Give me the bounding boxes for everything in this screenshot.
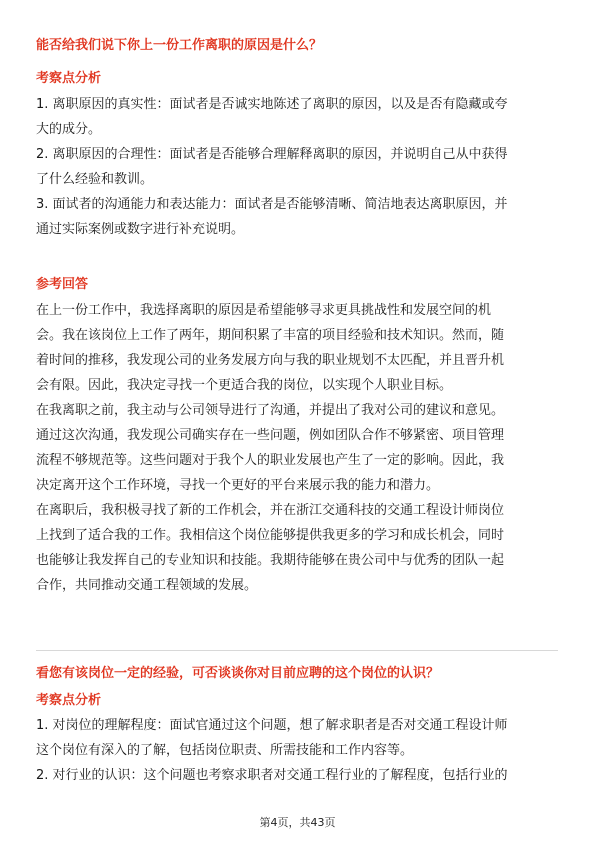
q2-analysis-line: 1. 对岗位的理解程度：面试官通过这个问题，想了解求职者是否对交通工程设计师 xyxy=(36,718,508,733)
q1-answer-line: 合作，共同推动交通工程领域的发展。 xyxy=(36,578,258,593)
question-1-title: 能否给我们说下你上一份工作离职的原因是什么？ xyxy=(36,38,323,53)
q1-answer-line: 在上一份工作中，我选择离职的原因是希望能够寻求更具挑战性和发展空间的机 xyxy=(36,303,492,318)
q1-analysis-text xyxy=(36,92,560,242)
q1-answer-line: 通过这次沟通，我发现公司确实存在一些问题，例如团队合作不够紧密、项目管理 xyxy=(36,428,505,443)
q1-answer-line: 上找到了适合我的工作。我相信这个岗位能够提供我更多的学习和成长机会，同时 xyxy=(36,528,505,543)
q1-answer-line: 也能够让我发挥自己的专业知识和技能。我期待能够在贵公司中与优秀的团队一起 xyxy=(36,553,505,568)
section-divider xyxy=(36,650,558,651)
q2-analysis-line: 这个岗位有深入的了解，包括岗位职责、所需技能和工作内容等。 xyxy=(36,743,414,758)
q1-answer-line: 流程不够规范等。这些问题对于我个人的职业发展也产生了一定的影响。因此，我 xyxy=(36,453,505,468)
q2-analysis-text xyxy=(36,713,560,788)
q1-answer-line: 在我离职之前，我主动与公司领导进行了沟通，并提出了我对公司的建议和意见。 xyxy=(36,403,505,418)
q1-analysis-line: 大的成分。 xyxy=(36,122,102,137)
q1-answer-heading: 参考回答 xyxy=(36,277,89,292)
q2-analysis-line: 2. 对行业的认识：这个问题也考察求职者对交通工程行业的了解程度，包括行业的 xyxy=(36,768,508,783)
q1-analysis-line: 2. 离职原因的合理性：面试者是否能够合理解释离职的原因，并说明自己从中获得 xyxy=(36,147,508,162)
q1-analysis-line: 1. 离职原因的真实性：面试者是否诚实地陈述了离职的原因，以及是否有隐藏或夸 xyxy=(36,97,508,112)
q2-analysis-heading: 考察点分析 xyxy=(36,693,102,708)
q1-analysis-line: 通过实际案例或数字进行补充说明。 xyxy=(36,222,245,237)
q1-answer-line: 决定离开这个工作环境，寻找一个更好的平台来展示我的能力和潜力。 xyxy=(36,478,440,493)
q1-analysis-line: 3. 面试者的沟通能力和表达能力：面试者是否能够清晰、简洁地表达离职原因，并 xyxy=(36,197,508,212)
question-2-title: 看您有该岗位一定的经验，可否谈谈你对目前应聘的这个岗位的认识？ xyxy=(36,666,440,681)
q1-answer-line: 着时间的推移，我发现公司的业务发展方向与我的职业规划不太匹配，并且晋升机 xyxy=(36,353,505,368)
q1-analysis-heading: 考察点分析 xyxy=(36,71,102,86)
q1-answer-text xyxy=(36,298,560,598)
page-footer: 第4页，共43页 xyxy=(259,816,336,829)
q1-analysis-line: 了什么经验和教训。 xyxy=(36,172,154,187)
q1-answer-line: 在离职后，我积极寻找了新的工作机会，并在浙江交通科技的交通工程设计师岗位 xyxy=(36,503,505,518)
q1-answer-line: 会有限。因此，我决定寻找一个更适合我的岗位，以实现个人职业目标。 xyxy=(36,378,453,393)
q1-answer-line: 会。我在该岗位上工作了两年，期间积累了丰富的项目经验和技术知识。然而，随 xyxy=(36,328,505,343)
